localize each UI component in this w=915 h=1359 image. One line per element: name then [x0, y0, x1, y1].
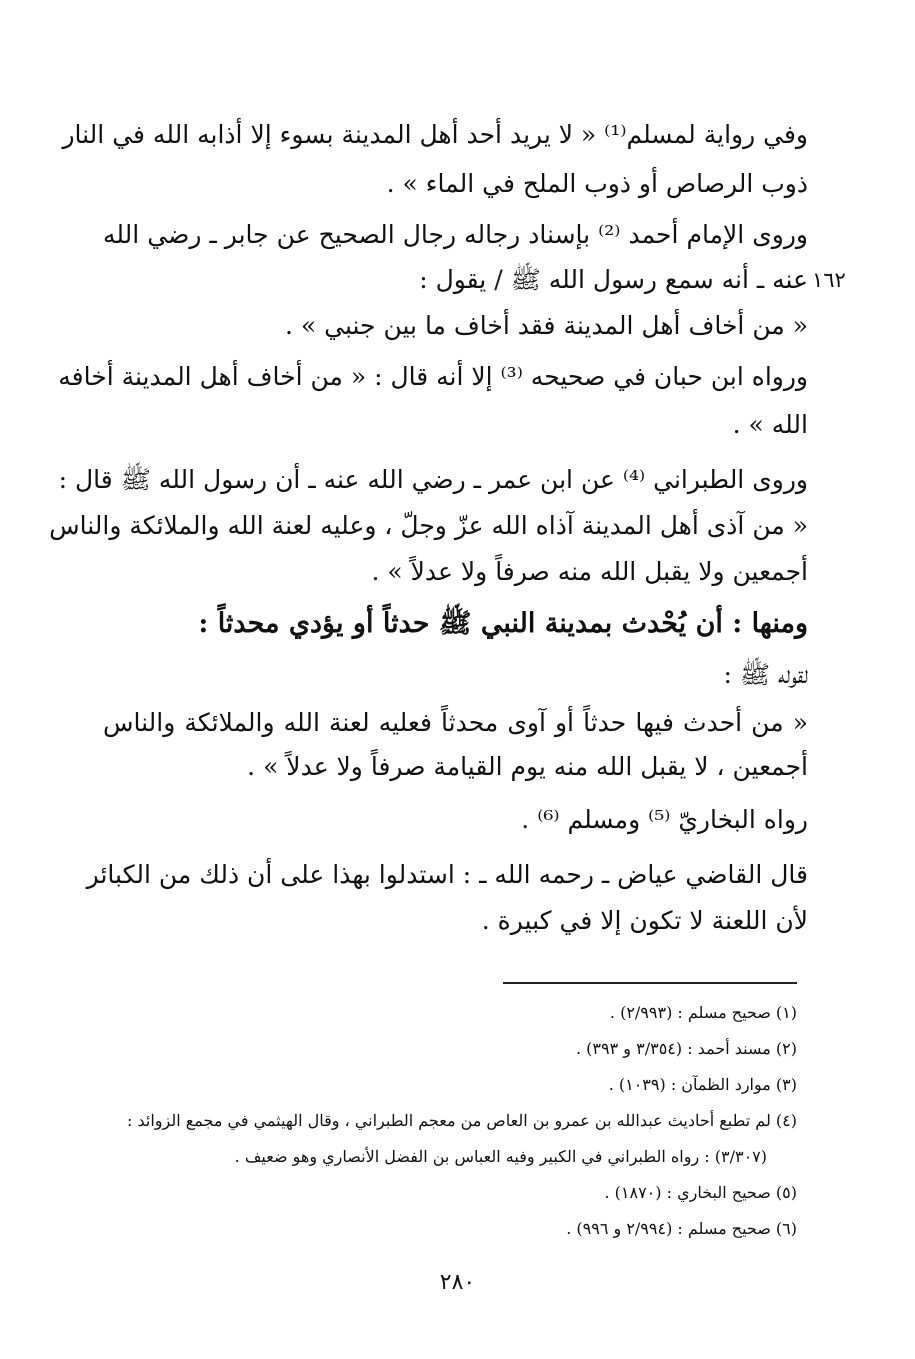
body-line-10: أجمعين ولا يقبل الله منه صرفاً ولا عدلاً » . [371, 557, 808, 586]
body-line-14: أجمعين ، لا يقبل الله منه يوم القيامة صرفاً ولا عدلاً » . [247, 752, 808, 781]
page-number: ٢٨٠ [439, 1270, 476, 1295]
body-line-3: وروى الإمام أحمد ⁽²⁾ بإسناد رجاله رجال الصحيح عن جابر ـ رضي الله [103, 220, 808, 249]
body-line-17: لأن اللعنة لا تكون إلا في كبيرة . [481, 906, 808, 935]
section-heading: ومنها : أن يُحْدث بمدينة النبي ﷺ حدثاً أو يؤدي محدثاً : [198, 608, 808, 639]
footnote-6: (٦) صحيح مسلم : (٢/٩٩٤ و ٩٩٦) . [566, 1219, 797, 1238]
body-line-8: وروى الطبراني ⁽⁴⁾ عن ابن عمر ـ رضي الله عنه ـ أن رسول الله ﷺ قال : [58, 465, 808, 494]
margin-reference-number: ١٦٢ [812, 268, 846, 292]
body-line-15: رواه البخاريّ ⁽⁵⁾ ومسلم ⁽⁶⁾ . [521, 805, 808, 834]
footnote-3: (٣) موارد الظمآن : (١٠٣٩) . [608, 1075, 797, 1094]
body-line-16: قال القاضي عياض ـ رحمه الله ـ : استدلوا بهذا على أن ذلك من الكبائر [86, 860, 808, 889]
footnote-2: (٢) مسند أحمد : (٣/٣٥٤ و ٣٩٣) . [576, 1039, 797, 1058]
body-line-1: وفي رواية لمسلم⁽¹⁾ « لا يريد أحد أهل المدينة بسوء إلا أذابه الله في النار [62, 120, 808, 149]
body-line-7: الله » . [732, 410, 808, 439]
footnote-5: (٥) صحيح البخاري : (١٨٧٠) . [604, 1183, 797, 1202]
body-line-9: « من آذى أهل المدينة آذاه الله عزّ وجلّ ، وعليه لعنة الله والملائكة والناس [49, 511, 808, 540]
body-line-5: « من أخاف أهل المدينة فقد أخاف ما بين جنبي » . [285, 311, 808, 340]
body-line-13: « من أحدث فيها حدثاً أو آوى محدثاً فعليه لعنة الله والملائكة والناس [103, 708, 808, 737]
body-line-4: عنه ـ أنه سمع رسول الله ﷺ / يقول : [419, 265, 808, 294]
footnote-4-continuation: (٣/٣٠٧) : رواه الطبراني في الكبير وفيه العباس بن الفضل الأنصاري وهو ضعيف . [234, 1147, 767, 1166]
body-line-2: ذوب الرصاص أو ذوب الملح في الماء » . [386, 169, 808, 198]
footnote-1: (١) صحيح مسلم : (٢/٩٩٣) . [609, 1003, 797, 1022]
body-line-12: لقوله ﷺ : [723, 660, 808, 689]
footnote-divider [503, 982, 797, 984]
footnote-4: (٤) لم تطبع أحاديث عبدالله بن عمرو بن العاص من معجم الطبراني ، وقال الهيثمي في مجمع الزوائد : [127, 1111, 797, 1130]
body-line-6: ورواه ابن حبان في صحيحه ⁽³⁾ إلا أنه قال : « من أخاف أهل المدينة أخافه [58, 362, 808, 391]
